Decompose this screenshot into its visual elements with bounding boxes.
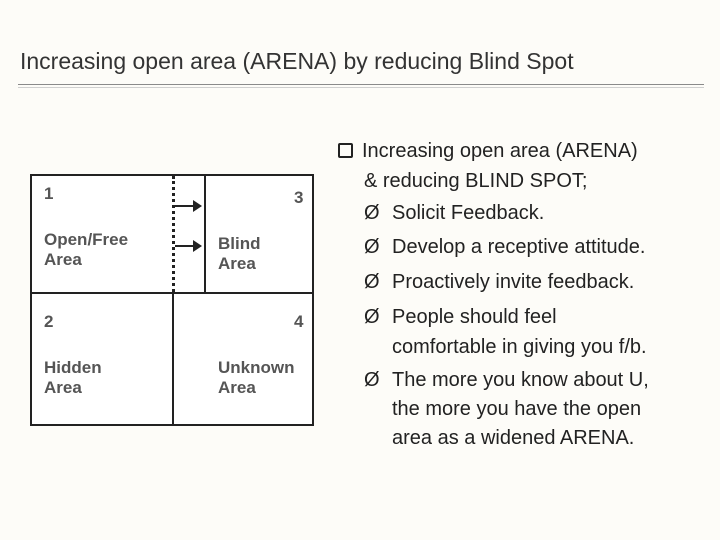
title-divider-shadow <box>18 87 704 88</box>
quadrant-3-label-line2: Area <box>218 254 256 273</box>
chevron-bullet-icon: Ø <box>364 202 380 224</box>
slide-title: Increasing open area (ARENA) by reducing Blind Spot <box>20 48 574 74</box>
quadrant-4-label <box>218 358 295 398</box>
main-bullet-line1: Increasing open area (ARENA) <box>362 140 638 162</box>
quadrant-3-label-line1: Blind <box>218 234 261 253</box>
sub-bullet: The more you know about U, <box>392 369 649 391</box>
chevron-bullet-icon: Ø <box>364 369 380 391</box>
chevron-bullet-icon: Ø <box>364 306 380 328</box>
main-bullet <box>338 140 638 163</box>
sub-bullet-continued: comfortable in giving you f/b. <box>392 336 647 358</box>
arrow-right-icon <box>175 245 200 247</box>
quadrant-1-label <box>44 230 128 270</box>
lower-vertical-divider <box>172 292 174 426</box>
sub-bullet: Solicit Feedback. <box>392 202 545 224</box>
sub-bullet: Proactively invite feedback. <box>392 271 635 293</box>
title-divider <box>18 84 704 85</box>
quadrant-2-number: 2 <box>44 312 54 331</box>
main-bullet-line2: & reducing BLIND SPOT; <box>364 170 588 192</box>
quadrant-3-number: 3 <box>294 188 304 207</box>
sub-bullet-continued: the more you have the open <box>392 398 642 420</box>
sub-bullet: Develop a receptive attitude. <box>392 236 646 258</box>
quadrant-4-number: 4 <box>294 312 304 331</box>
sub-bullet: People should feel <box>392 306 557 328</box>
quadrant-1-label-line2: Area <box>44 250 82 269</box>
quadrant-4-label-line1: Unknown <box>218 358 295 377</box>
quadrant-1-number: 1 <box>44 184 54 203</box>
quadrant-4-label-line2: Area <box>218 378 256 397</box>
arrow-right-icon <box>175 205 200 207</box>
quadrant-2-label-line2: Area <box>44 378 82 397</box>
sub-bullet-continued: area as a widened ARENA. <box>392 427 635 449</box>
johari-window-diagram <box>30 174 314 426</box>
checkbox-bullet-icon <box>338 143 353 158</box>
shifted-divider <box>204 176 206 292</box>
quadrant-2-label-line1: Hidden <box>44 358 102 377</box>
quadrant-3-label <box>218 234 261 274</box>
quadrant-1-label-line1: Open/Free <box>44 230 129 249</box>
chevron-bullet-icon: Ø <box>364 271 380 293</box>
quadrant-2-label <box>44 358 102 398</box>
original-divider-dotted <box>172 176 175 292</box>
chevron-bullet-icon: Ø <box>364 236 380 258</box>
